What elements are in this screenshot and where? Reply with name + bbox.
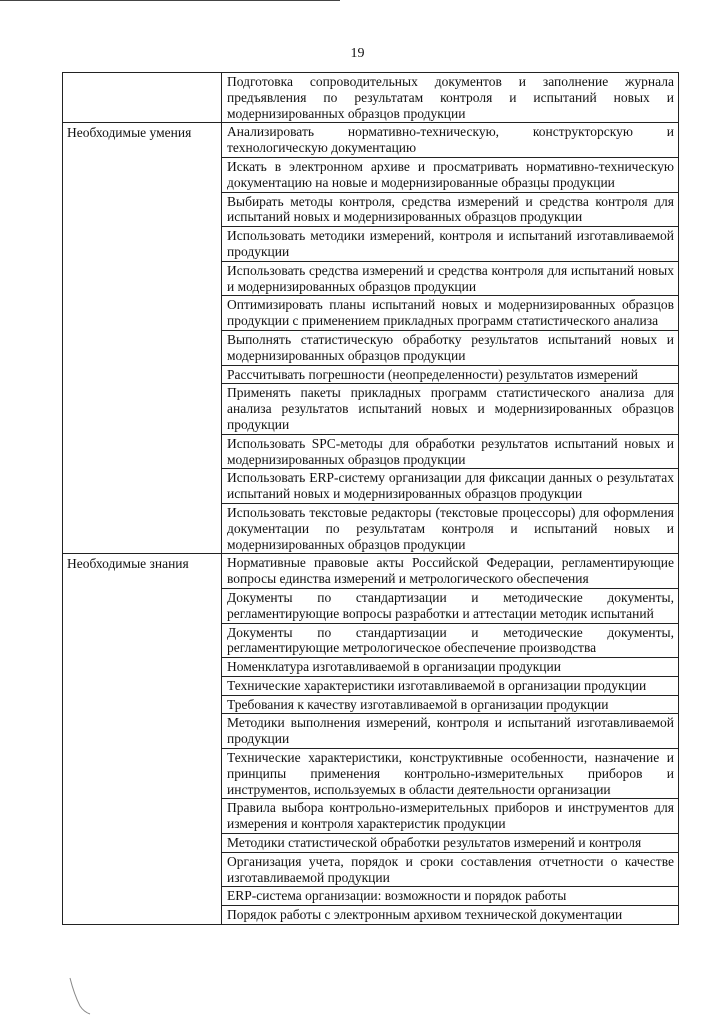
requirement-item: Номенклатура изготавливаемой в организации продукции	[222, 658, 678, 677]
requirement-item: Выполнять статистическую обработку результатов испытаний новых и модернизированных образцов продукции	[222, 331, 678, 366]
requirement-item: Методики выполнения измерений, контроля и испытаний изготавливаемой продукции	[222, 714, 678, 749]
page-number: 19	[350, 46, 365, 61]
requirements-table	[62, 72, 679, 925]
requirement-item: Организация учета, порядок и сроки составления отчетности о качестве изготавливаемой продукции	[222, 853, 678, 888]
requirement-item: Выбирать методы контроля, средства измерений и средства контроля для испытаний новых и модернизированных образцов продукции	[222, 193, 678, 228]
requirement-item: Рассчитывать погрешности (неопределенности) результатов измерений	[222, 366, 678, 385]
requirement-item: Правила выбора контрольно-измерительных приборов и инструментов для измерения и контроля характеристик продукции	[222, 799, 678, 834]
table-row	[63, 73, 679, 123]
requirement-item: Подготовка сопроводительных документов и заполнение журнала предъявления по результатам контроля и испытаний новых и модернизированных образцов продукции	[227, 74, 674, 121]
requirement-item: Документы по стандартизации и методические документы, регламентирующие вопросы разработки и аттестации методик испытаний	[222, 589, 678, 624]
requirement-item: Технические характеристики, конструктивные особенности, назначение и принципы применения контрольно-измерительных приборов и инструментов, используемых в области деятельности организации	[222, 749, 678, 799]
row-content	[222, 554, 679, 925]
scan-artifact-mark	[66, 976, 106, 1016]
row-label	[63, 73, 222, 123]
table-row	[63, 123, 679, 554]
requirement-item: Порядок работы с электронным архивом технической документации	[227, 907, 623, 923]
requirement-item: Использовать текстовые редакторы (текстовые процессоры) для оформления документации по результатам контроля и испытаний новых и модернизированных образцов продукции	[227, 504, 674, 552]
requirement-item: ERP-система организации: возможности и порядок работы	[222, 887, 678, 906]
requirement-item: Использовать средства измерений и средства контроля для испытаний новых и модернизированных образцов продукции	[222, 262, 678, 297]
requirement-item: Документы по стандартизации и методические документы, регламентирующие метрологическое обеспечение производства	[222, 624, 678, 659]
requirement-item: Использовать SPC-методы для обработки результатов испытаний новых и модернизированных образцов продукции	[222, 435, 678, 470]
requirement-item: Искать в электронном архиве и просматривать нормативно-техническую документацию на новые и модернизированные образцы продукции	[222, 158, 678, 193]
requirement-item: Нормативные правовые акты Российской Федерации, регламентирующие вопросы единства измерений и метрологического обеспечения	[222, 554, 678, 589]
table-row	[63, 554, 679, 925]
requirement-item: Использовать методики измерений, контроля и испытаний изготавливаемой продукции	[222, 227, 678, 262]
requirement-item: Применять пакеты прикладных программ статистического анализа для анализа результатов испытаний новых и модернизированных образцов продукции	[222, 384, 678, 434]
requirement-item: Оптимизировать планы испытаний новых и модернизированных образцов продукции с применением прикладных программ статистического анализа	[222, 296, 678, 331]
requirement-item: Методики статистической обработки результатов измерений и контроля	[222, 834, 678, 853]
row-content	[222, 73, 679, 123]
requirement-item: Использовать ERP-систему организации для фиксации данных о результатах испытаний новых и модернизированных образцов продукции	[222, 469, 678, 504]
requirement-item: Анализировать нормативно-техническую, конструкторскую и технологическую документацию	[222, 123, 678, 158]
row-content	[222, 123, 679, 554]
requirement-item: Требования к качеству изготавливаемой в организации продукции	[222, 696, 678, 715]
requirement-item: Технические характеристики изготавливаемой в организации продукции	[222, 677, 678, 696]
row-label: Необходимые знания	[63, 554, 222, 925]
row-label: Необходимые умения	[63, 123, 222, 554]
scan-border-line	[0, 0, 340, 1]
